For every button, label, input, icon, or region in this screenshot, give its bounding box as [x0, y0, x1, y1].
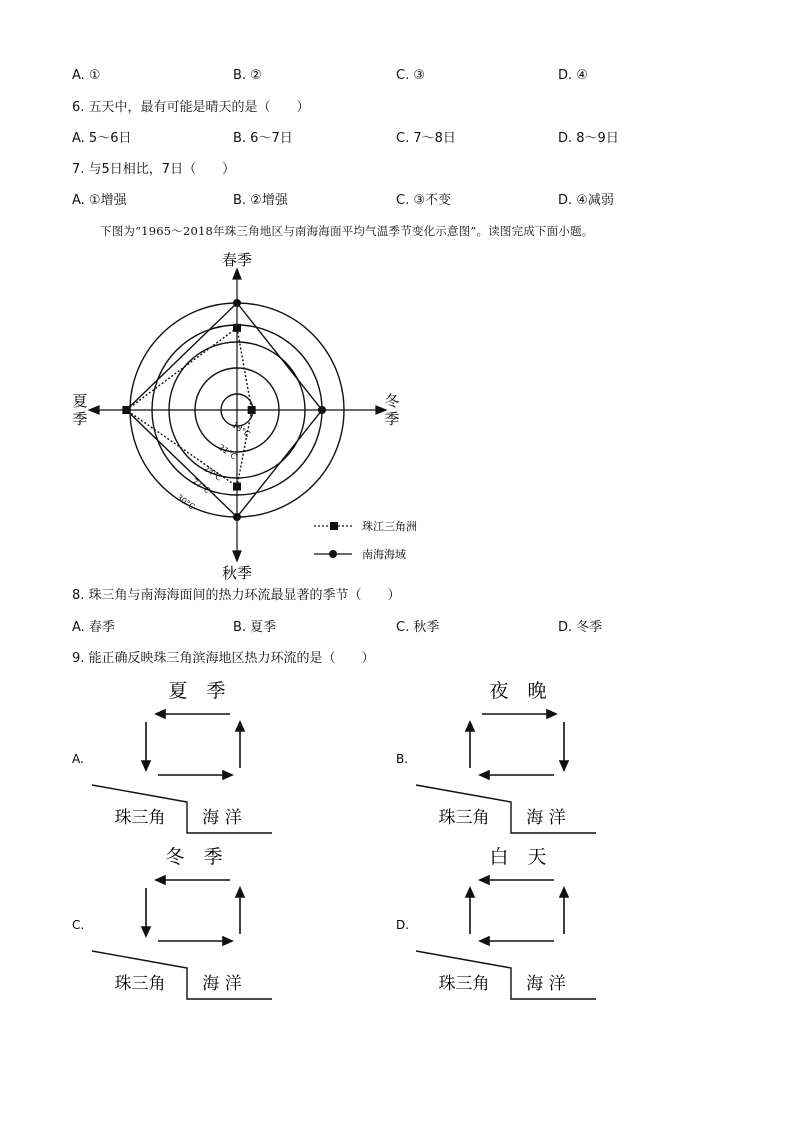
- ring-label-27: 27°C: [190, 476, 212, 496]
- q6-option-c: C. 7～8日: [396, 131, 456, 146]
- q9-panel-d: [384, 838, 624, 1006]
- panel-letter: A.: [72, 752, 84, 766]
- panel-title: 夏 季: [168, 680, 226, 702]
- series-line: [126, 328, 251, 487]
- circulation-arrows: [142, 876, 244, 945]
- q8-stem: 8. 珠三角与南海海面间的热力环流最显著的季节（ ）: [72, 588, 401, 603]
- ring-label-24: 24°C: [201, 463, 224, 483]
- q7-option-a: A. ①增强: [72, 193, 127, 208]
- q7-stem: 7. 与5日相比，7日（ ）: [72, 162, 236, 177]
- radar-chart: [60, 245, 440, 585]
- q8-option-b: B. 夏季: [233, 620, 277, 635]
- figure-intro: 下图为“1965～2018年珠三角地区与南海海面平均气温季节变化示意图”。读图完成下面小题。: [100, 224, 594, 238]
- legend-sea-marker: [329, 550, 337, 558]
- data-point-春季: [233, 324, 241, 332]
- axis-label-spring: 春季: [221, 251, 253, 269]
- panel-title: 夜 晚: [489, 680, 547, 702]
- q9-panel-a: [60, 672, 300, 840]
- sea-label: 海 洋: [202, 808, 242, 828]
- q7-option-d: D. ④减弱: [558, 193, 614, 208]
- axis-label-autumn: 秋季: [221, 564, 253, 582]
- q6-stem: 6. 五天中，最有可能是晴天的是（ ）: [72, 100, 310, 115]
- sea-label: 海 洋: [202, 974, 242, 994]
- data-point-春季: [233, 299, 241, 307]
- q9-panel-c: [60, 838, 300, 1006]
- q7-option-c: C. ③不变: [396, 193, 451, 208]
- q8-option-a: A. 春季: [72, 620, 115, 635]
- q5-option-c: C. ③: [396, 68, 425, 83]
- land-label: 珠三角: [114, 974, 166, 994]
- circulation-arrows: [142, 710, 244, 779]
- panel-letter: B.: [396, 752, 409, 766]
- q9-stem: 9. 能正确反映珠三角滨海地区热力环流的是（ ）: [72, 651, 375, 666]
- land-label: 珠三角: [438, 808, 490, 828]
- panel-letter: D.: [396, 918, 410, 932]
- q8-option-c: C. 秋季: [396, 620, 440, 635]
- sea-label: 海 洋: [526, 974, 566, 994]
- axis-label-winter-1: 冬: [384, 392, 400, 410]
- axis-label-winter-2: 季: [384, 410, 400, 428]
- legend-sea-label: 南海海域: [362, 548, 406, 561]
- axis-label-summer-1: 夏: [72, 392, 88, 410]
- data-point-秋季: [233, 513, 241, 521]
- ring-label-18: 18°C: [230, 420, 252, 440]
- q5-option-b: B. ②: [233, 68, 262, 83]
- data-point-夏季: [122, 406, 130, 414]
- land-label: 珠三角: [438, 974, 490, 994]
- q6-option-d: D. 8～9日: [558, 131, 619, 146]
- q6-option-b: B. 6～7日: [233, 131, 293, 146]
- q7-option-b: B. ②增强: [233, 193, 288, 208]
- land-label: 珠三角: [114, 808, 166, 828]
- axis-label-summer-2: 季: [72, 410, 88, 428]
- legend: [314, 519, 417, 561]
- panel-title: 冬 季: [165, 846, 223, 868]
- q6-option-a: A. 5～6日: [72, 131, 132, 146]
- ring-label-30: 30°C: [174, 492, 197, 512]
- q5-option-a: A. ①: [72, 68, 101, 83]
- circulation-arrows: [466, 710, 568, 779]
- sea-label: 海 洋: [526, 808, 566, 828]
- q9-panel-b: [384, 672, 624, 840]
- q8-option-d: D. 冬季: [558, 620, 603, 635]
- q5-option-d: D. ④: [558, 68, 588, 83]
- legend-delta-marker: [330, 522, 338, 530]
- ring-label-21: 21°C: [216, 442, 239, 462]
- data-point-秋季: [233, 483, 241, 491]
- data-point-冬季: [248, 406, 256, 414]
- panel-letter: C.: [72, 918, 85, 932]
- panel-title: 白 天: [489, 846, 547, 868]
- legend-delta-label: 珠江三角洲: [362, 520, 417, 533]
- circulation-arrows: [466, 876, 568, 945]
- data-point-冬季: [318, 406, 326, 414]
